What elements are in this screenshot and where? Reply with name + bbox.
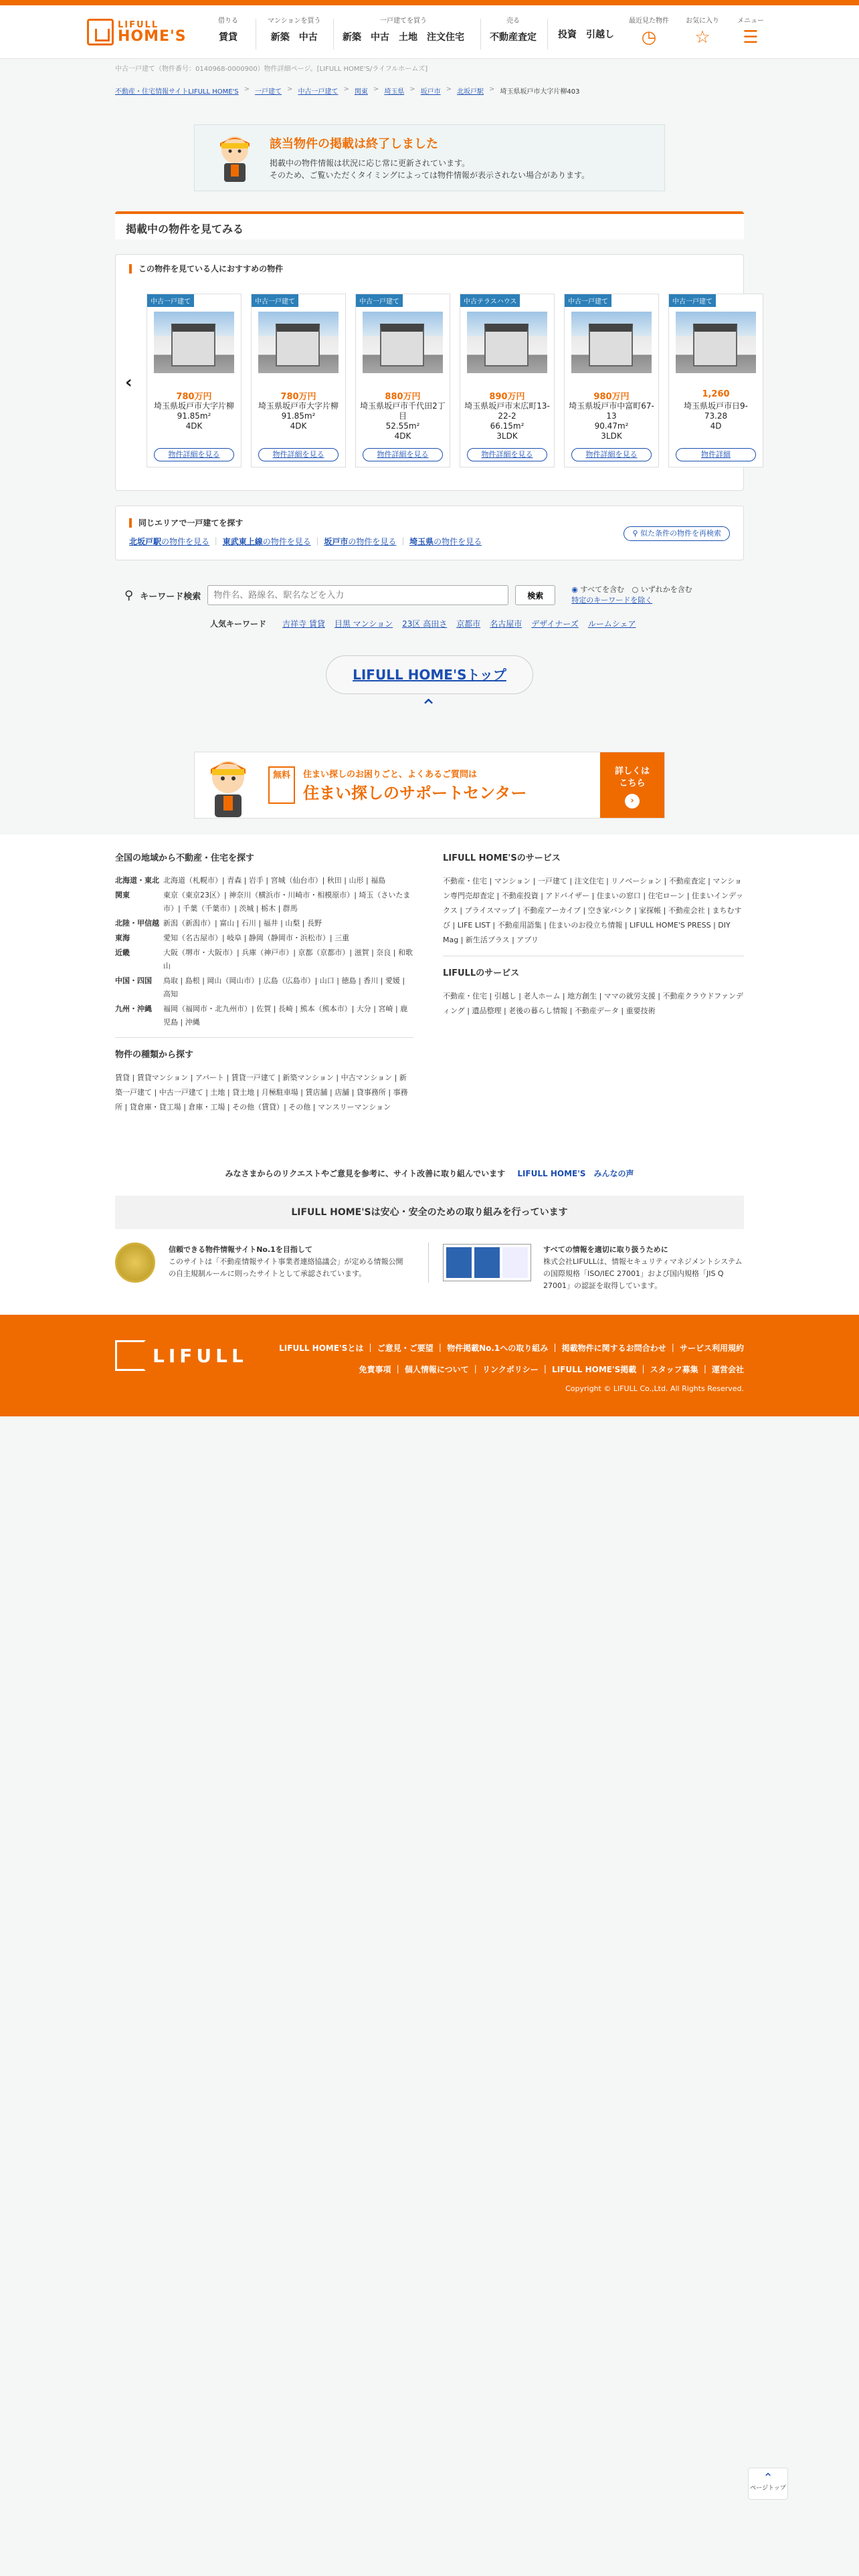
breadcrumb: 不動産・住宅情報サイトLIFULL HOME'S > 一戸建て > 中古一戸建て > 関東 > 埼玉県 > 坂戸市 > 北坂戸駅 > 埼玉県坂戸市大字片柳403 <box>115 86 580 96</box>
logo-big-text: HOME'S <box>118 27 187 45</box>
property-price: 890万円 <box>489 392 525 402</box>
property-photo <box>363 312 443 373</box>
nav-caption: マンションを買う <box>268 17 321 25</box>
lifull-mark-icon <box>115 1340 146 1371</box>
recommend-panel <box>115 254 748 491</box>
nav-link-used-mansion[interactable]: 中古 <box>298 32 318 43</box>
top-accent-bar <box>0 0 859 5</box>
breadcrumb-item[interactable]: 坂戸市 <box>420 88 441 96</box>
iso-body: 株式会社LIFULLは、情報セキュリティマネジメントシステムの国際規格「ISO/IEC 27001」および国内規格「JIS Q 27001」の認証を取得しています。 <box>543 1257 743 1290</box>
property-detail-button[interactable]: 物件詳細を見る <box>467 448 547 461</box>
region-name: 九州・沖縄 <box>115 1004 152 1013</box>
keyword-search-input[interactable] <box>207 585 508 605</box>
site-logo[interactable] <box>87 19 187 45</box>
nav-house <box>343 15 464 43</box>
property-layout: 4DK <box>185 421 203 431</box>
footer-lifull-links[interactable]: 不動産・住宅 | 引越し | 老人ホーム | 地方創生 | ママの就労支援 | 不動産クラウドファンディング | 遺品整理 | 老後の暮らし情報 | 不動産データ | 重要技術 <box>443 992 743 1015</box>
popular-keyword[interactable]: 23区 高田さ <box>402 619 448 629</box>
area-link-station[interactable]: 北坂戸駅の物件を見る <box>129 537 210 546</box>
nav-link-moving[interactable]: 引越し <box>586 29 614 40</box>
support-center-banner[interactable] <box>194 752 665 819</box>
region-links[interactable]: 鳥取 | 島根 | 岡山（岡山市）| 広島（広島市）| 山口 | 徳島 | 香川 | 愛媛 | 高知 <box>163 976 405 998</box>
property-area: 90.47m² <box>594 421 629 431</box>
same-area-panel: 同じエリアで一戸建てを探す 北坂戸駅の物件を見る ｜ 東武東上線の物件を見る ｜ 坂戸市の物件を見る ｜ 埼玉県の物件を見る ⚲ 似た条件の物件を再検索 <box>115 506 744 560</box>
user-requests-text: みなさまからのリクエストやご意見を参考に、サイト改善に取り組んでいます <box>225 1169 506 1178</box>
notice-line-2: そのため、ご覧いただくタイミングによっては物件情報が表示されない場合があります。 <box>270 171 590 180</box>
property-type-tag: 中古テラスハウス <box>460 294 520 307</box>
nav-divider <box>480 19 481 49</box>
recent-viewed-button[interactable] <box>626 15 672 46</box>
favorites-label: お気に入り <box>686 17 719 25</box>
property-price: 780万円 <box>176 392 212 402</box>
region-links[interactable]: 愛知（名古屋市）| 岐阜 | 静岡（静岡市・浜松市）| 三重 <box>163 934 350 942</box>
footer-services <box>443 851 744 1018</box>
footer-regions <box>115 851 413 1115</box>
region-links[interactable]: 福岡（福岡市・北九州市）| 佐賀 | 長崎 | 熊本（熊本市）| 大分 | 宮崎 | 鹿児島 | 沖縄 <box>163 1004 408 1027</box>
property-layout: 4DK <box>290 421 307 431</box>
menu-button[interactable] <box>727 15 774 46</box>
same-area-title: 同じエリアで一戸建てを探す <box>129 518 243 528</box>
footer-links-row-1[interactable]: LIFULL HOME'Sとは ｜ ご意見・ご要望 ｜ 物件掲載No.1への取り組み ｜ 掲載物件に関するお問合わせ ｜ サービス利用規約 <box>279 1344 744 1353</box>
property-price: 880万円 <box>385 392 421 402</box>
listings-heading: 掲載中の物件を見てみる <box>126 223 244 235</box>
support-line-1: 住まい探しのお困りごと、よくあるご質問は <box>303 770 478 780</box>
property-price: 980万円 <box>593 392 630 402</box>
mascot-image <box>215 131 255 185</box>
property-layout: 4DK <box>394 431 411 441</box>
nav-other <box>558 15 614 41</box>
property-type-tag: 中古一戸建て <box>669 294 716 307</box>
property-area: 73.28 <box>704 411 728 421</box>
property-layout: 4D <box>710 421 722 431</box>
property-area: 52.55m² <box>385 421 420 431</box>
property-card[interactable] <box>355 294 450 467</box>
logo-small-text: LIFULL <box>118 19 159 30</box>
listings-heading-card <box>115 211 744 239</box>
region-name: 北海道・東北 <box>115 876 159 885</box>
site-footer <box>0 835 859 1315</box>
property-address: 埼玉県坂戸市千代田2丁目 <box>360 401 446 421</box>
property-area: 66.15m² <box>490 421 524 431</box>
footer-services-title: LIFULL HOME'Sのサービス <box>443 853 561 863</box>
property-card[interactable] <box>668 294 763 467</box>
property-price: 1,260 <box>702 389 730 399</box>
area-link-city[interactable]: 坂戸市の物件を見る <box>324 537 397 546</box>
radio-any-label: いずれかを含む <box>640 585 692 594</box>
exclude-keyword-link[interactable]: 特定のキーワードを除く <box>571 596 653 605</box>
area-link-prefecture[interactable]: 埼玉県の物件を見る <box>409 537 482 546</box>
footer-divider <box>115 1037 413 1038</box>
iso-title: すべての情報を適切に取り扱うために <box>543 1245 668 1254</box>
property-detail-button[interactable]: 物件詳細を見る <box>363 448 443 461</box>
search-icon: ⚲ <box>124 588 134 603</box>
star-icon: ☆ <box>694 27 710 47</box>
region-links[interactable]: 新潟（新潟市）| 富山 | 石川 | 福井 | 山梨 | 長野 <box>163 919 322 928</box>
page-top-button[interactable] <box>748 2468 788 2500</box>
menu-label: メニュー <box>737 17 764 25</box>
region-name: 中国・四国 <box>115 976 152 985</box>
property-address: 埼玉県坂戸市日9- <box>684 401 748 411</box>
property-photo <box>467 312 547 373</box>
property-address: 埼玉県坂戸市大字片柳 <box>258 401 339 411</box>
mascot-image <box>195 752 268 819</box>
property-card[interactable] <box>147 294 242 467</box>
property-address: 埼玉県坂戸市中富町67-13 <box>569 401 654 421</box>
nav-divider <box>547 19 548 49</box>
popular-keyword[interactable]: 吉祥寺 賃貸 <box>282 619 325 629</box>
popular-keyword[interactable]: デザイナーズ <box>531 619 579 629</box>
property-address: 埼玉県坂戸市末広町13-22-2 <box>464 401 550 421</box>
property-detail-button[interactable]: 物件詳細を見る <box>154 448 234 461</box>
property-detail-button[interactable]: 物件詳細を見る <box>571 448 652 461</box>
breadcrumb-item[interactable]: 不動産・住宅情報サイトLIFULL HOME'S <box>115 88 239 96</box>
orange-footer <box>0 1315 859 1416</box>
lifull-logo[interactable] <box>115 1340 248 1371</box>
breadcrumb-item[interactable]: 北坂戸駅 <box>457 88 484 96</box>
property-photo <box>258 312 339 373</box>
carousel-prev-button[interactable]: ‹ <box>125 372 132 393</box>
property-card[interactable] <box>460 294 555 467</box>
site-header <box>0 5 859 59</box>
notice-title: 該当物件の掲載は終了しました <box>270 137 438 151</box>
property-carousel <box>147 294 748 474</box>
region-name: 関東 <box>115 891 130 899</box>
nav-mansion <box>268 15 321 43</box>
popular-keyword[interactable]: ルームシェア <box>587 619 636 629</box>
popular-keyword[interactable]: 目黒 マンション <box>334 619 393 629</box>
radio-all[interactable]: ◉ <box>571 585 578 594</box>
footer-links-row-2[interactable]: 免責事項 ｜ 個人情報について ｜ リンクポリシー ｜ LIFULL HOME'S掲載 ｜ スタッフ募集 ｜ 運営会社 <box>359 1365 744 1374</box>
listing-ended-notice <box>194 124 665 191</box>
lifull-brand: LIFULL <box>153 1344 248 1367</box>
footer-types-title: 物件の種類から探す <box>115 1050 194 1060</box>
nav-caption: 一戸建てを買う <box>380 17 427 25</box>
trust-body: このサイトは「不動産情報サイト事業者連絡協議会」が定める情報公開の自主規制ルールに則ったサイトとして承認されています。 <box>169 1257 403 1278</box>
property-card[interactable] <box>251 294 346 467</box>
breadcrumb-item[interactable]: 埼玉県 <box>384 88 405 96</box>
property-photo <box>676 312 756 373</box>
radio-any[interactable]: ○ <box>632 585 639 594</box>
search-icon: ⚲ <box>632 529 638 538</box>
property-photo <box>154 312 234 373</box>
region-links[interactable]: 北海道（札幌市）| 青森 | 岩手 | 宮城（仙台市）| 秋田 | 山形 | 福島 <box>163 876 386 885</box>
user-requests-link[interactable]: LIFULL HOME'S みんなの声 <box>517 1169 634 1178</box>
region-links[interactable]: 東京（東京23区）| 神奈川（横浜市・川崎市・相模原市）| 埼玉（さいたま市）| 千葉（千葉市）| 茨城 | 栃木 | 群馬 <box>163 891 411 913</box>
popular-keyword[interactable]: 名古屋市 <box>490 619 522 629</box>
notice-line-1: 掲載中の物件情報は状況に応じ常に更新されています。 <box>270 158 470 168</box>
property-address: 埼玉県坂戸市大字片柳 <box>153 401 234 411</box>
house-logo-icon <box>87 19 114 45</box>
property-type-tag: 中古一戸建て <box>252 294 298 307</box>
nav-link-custom-home[interactable]: 注文住宅 <box>427 32 464 43</box>
trust-title: 信頼できる物件情報サイトNo.1を目指して <box>169 1245 312 1254</box>
footer-types-links[interactable]: 賃貸 | 賃貸マンション | アパート | 賃貸一戸建て | 新築マンション | 中古マンション | 新築一戸建て | 中古一戸建て | 土地 | 貸土地 | 月極駐車場 | 賃店舗 | 店舗 | 貸事務所 | 事務所 | 貸倉庫・貸工場 | 倉庫・工場 | その他（賃貸）| その他 | マンスリーマンション <box>115 1073 408 1111</box>
radio-all-label: すべてを含む <box>580 585 625 594</box>
region-links[interactable]: 大阪（堺市・大阪市）| 兵庫（神戸市）| 京都（京都市）| 滋賀 | 奈良 | 和歌山 <box>163 948 413 970</box>
property-layout: 3LDK <box>601 431 622 441</box>
recent-viewed-label: 最近見た物件 <box>629 17 669 25</box>
favorites-button[interactable] <box>679 15 726 46</box>
nav-rent <box>218 15 238 43</box>
security-banner: LIFULL HOME'Sは安心・安全のための取り組みを行っています <box>115 1196 744 1229</box>
copyright: Copyright © LIFULL Co.,Ltd. All Rights Reserved. <box>565 1384 744 1393</box>
region-name: 近畿 <box>115 948 130 957</box>
user-requests <box>0 1168 859 1179</box>
page-subtitle: 中古一戸建て（物件番号：0140968-0000900）物件詳細ページ。[LIFULL HOME'S/ライフルホームズ] <box>115 66 428 73</box>
nav-link-new-mansion[interactable]: 新築 <box>270 32 290 43</box>
region-name: 東海 <box>115 934 130 942</box>
nav-caption: 売る <box>506 17 520 25</box>
nav-link-used-house[interactable]: 中古 <box>371 32 389 43</box>
chevron-up-icon[interactable]: ⌃ <box>420 695 438 719</box>
property-layout: 3LDK <box>496 431 518 441</box>
chevron-up-icon: ⌃ <box>763 2471 773 2485</box>
trust-seal-icon <box>115 1243 155 1283</box>
nav-divider <box>333 19 334 49</box>
footer-lifull-title: LIFULLのサービス <box>443 968 520 978</box>
free-badge: 無料 <box>268 766 295 804</box>
hamburger-icon: ☰ <box>743 27 759 47</box>
homes-top-button[interactable]: LIFULL HOME'Sトップ <box>326 655 533 694</box>
property-price: 780万円 <box>280 392 316 402</box>
property-type-tag: 中古一戸建て <box>147 294 194 307</box>
property-detail-button[interactable]: 物件詳細 <box>676 448 756 461</box>
property-photo <box>571 312 652 373</box>
popular-keywords-label: 人気キーワード <box>210 619 267 629</box>
nav-caption: 借りる <box>218 17 238 25</box>
breadcrumb-current: 埼玉県坂戸市大字片柳403 <box>500 88 580 96</box>
popular-keyword[interactable]: 京都市 <box>456 619 481 629</box>
support-line-2: 住まい探しのサポートセンター <box>303 784 527 802</box>
breadcrumb-item[interactable]: 関東 <box>354 88 368 96</box>
arrow-right-icon: › <box>625 794 640 809</box>
footer-services-links[interactable]: 不動産・住宅 | マンション | 一戸建て | 注文住宅 | リノベーション | 不動産査定 | マンション専門売却査定 | 不動産投資 | アドバイザー | 住まいの窓口 | 住宅ローン | 住まいインデックス | プライスマップ | 不動産アーカイブ | 空き家バンク | 家探帳 | 不動産会社 | まちむすび | LIFE LIST | 不動産用語集 | 住まいのお役立ち情報 | LIFULL HOME'S PRESS | DIY Mag | 新生活プラス | アプリ <box>443 877 743 944</box>
breadcrumb-item[interactable]: 中古一戸建て <box>298 88 339 96</box>
keyword-search <box>124 584 692 606</box>
footer-regions-title: 全国の地域から不動産・住宅を探す <box>115 853 255 863</box>
nav-sell <box>490 15 537 43</box>
iso-certification-icon <box>443 1244 531 1281</box>
recommend-title: この物件を見ている人におすすめの物件 <box>129 264 283 274</box>
property-area: 91.85m² <box>281 411 316 421</box>
keyword-search-button[interactable]: 検索 <box>515 585 555 605</box>
property-area: 91.85m² <box>177 411 211 421</box>
region-name: 北陸・甲信越 <box>115 919 159 928</box>
area-link-line[interactable]: 東武東上線の物件を見る <box>222 537 311 546</box>
page-top-label: ページトップ <box>750 2485 786 2492</box>
property-detail-button[interactable]: 物件詳細を見る <box>258 448 339 461</box>
support-detail-button[interactable] <box>600 752 664 818</box>
nav-link-new-house[interactable]: 新築 <box>343 32 361 43</box>
nav-link-rent[interactable]: 賃貸 <box>219 32 237 43</box>
property-type-tag: 中古一戸建て <box>565 294 611 307</box>
keyword-search-label: キーワード検索 <box>140 591 201 602</box>
similar-search-button[interactable]: ⚲ 似た条件の物件を再検索 <box>624 526 730 541</box>
property-card[interactable] <box>564 294 659 467</box>
popular-keywords <box>210 618 636 629</box>
property-type-tag: 中古一戸建て <box>356 294 403 307</box>
clock-icon: ◷ <box>641 27 657 47</box>
nav-link-appraisal[interactable]: 不動産査定 <box>490 32 537 43</box>
breadcrumb-item[interactable]: 一戸建て <box>255 88 282 96</box>
footer-divider <box>428 1243 429 1283</box>
support-cta-label: 詳しくはこちら <box>614 766 650 788</box>
nav-link-invest[interactable]: 投資 <box>558 29 577 40</box>
nav-link-land[interactable]: 土地 <box>399 32 417 43</box>
